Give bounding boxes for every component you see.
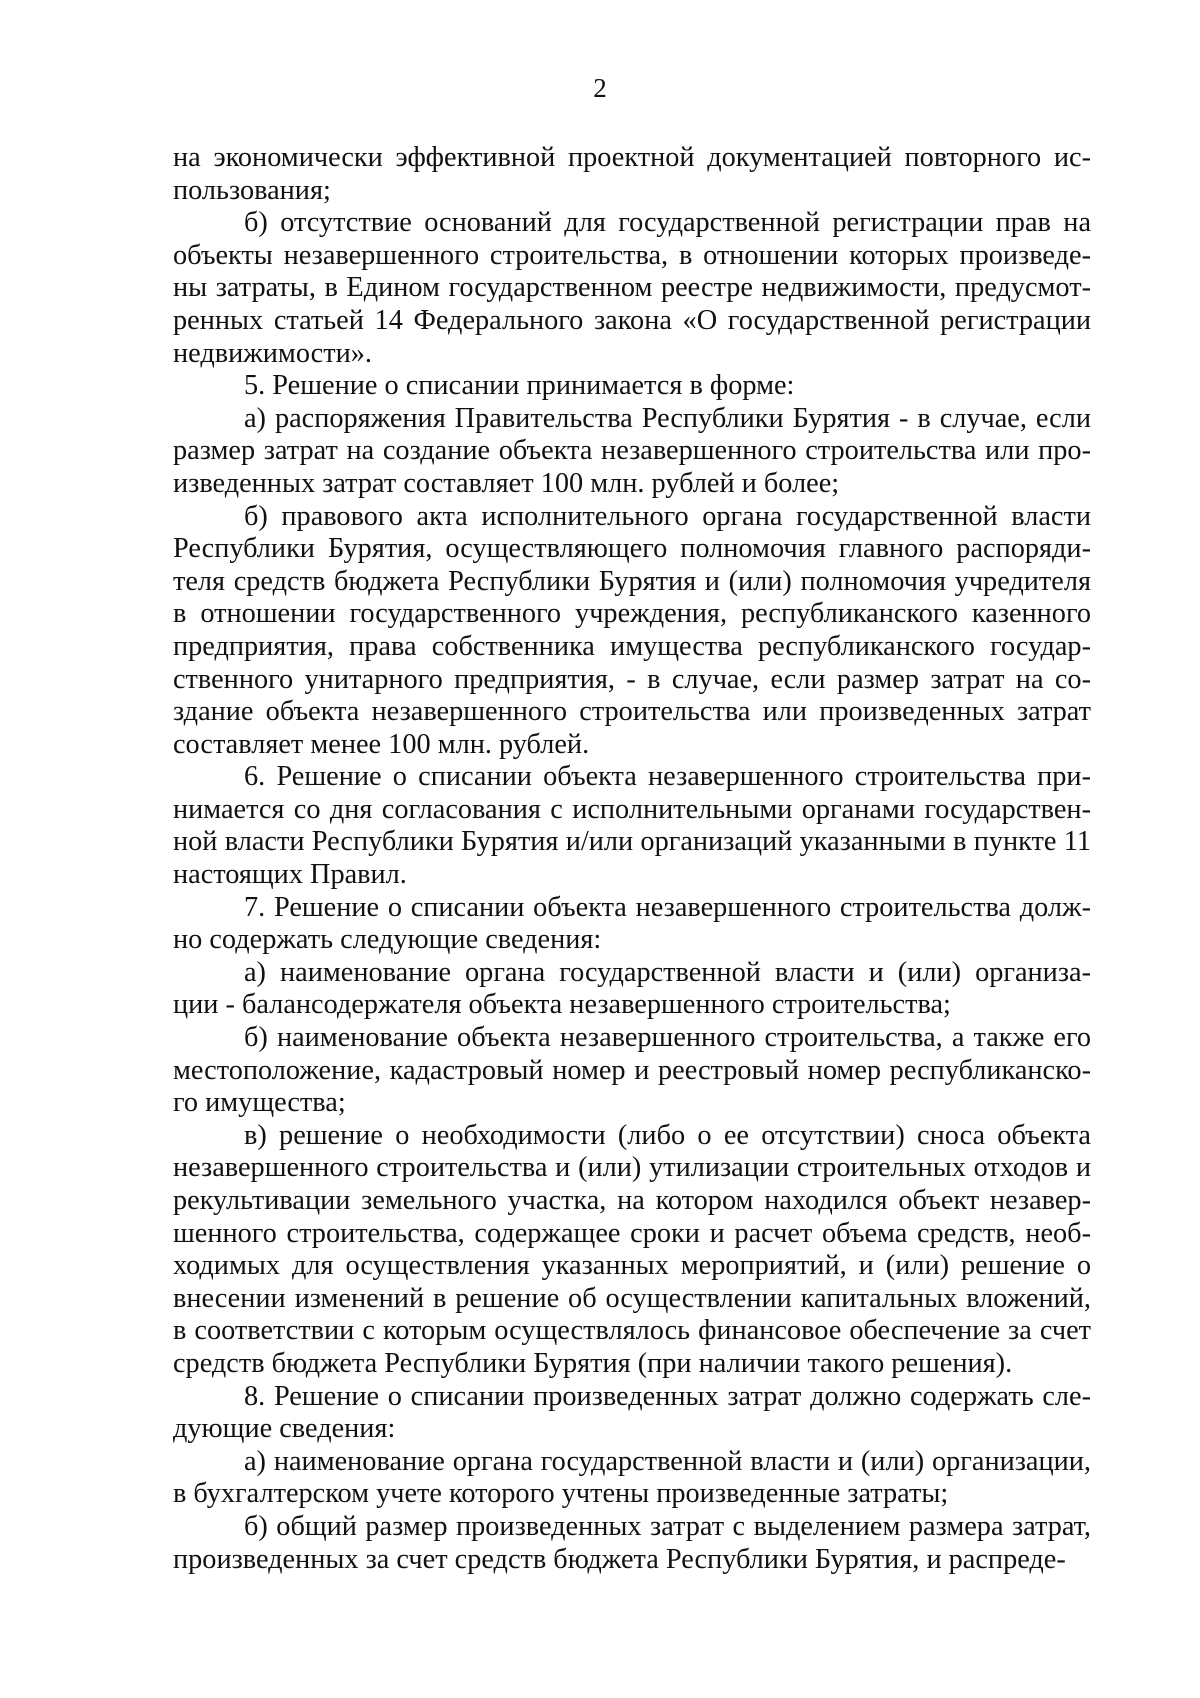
text-line: б) наименование объекта незавершенного строительства, а также его <box>244 1022 1091 1054</box>
text-line: внесении изменений в решение об осуществлении капитальных вложений, <box>173 1282 1091 1314</box>
text-line: ходимых для осуществления указанных мероприятий, и (или) решение о <box>173 1250 1091 1282</box>
text-line: го имущества; <box>173 1087 346 1119</box>
text-line: средств бюджета Республики Бурятия (при наличии такого решения). <box>173 1347 1013 1379</box>
text-line: изведенных затрат составляет 100 млн. рублей и более; <box>173 467 840 499</box>
text-line: объекты незавершенного строительства, в отношении которых произведе- <box>173 239 1091 271</box>
text-line: в отношении государственного учреждения, республиканского казенного <box>173 598 1091 630</box>
text-line: дующие сведения: <box>173 1413 396 1445</box>
page-number: 2 <box>593 73 607 103</box>
text-line: ны затраты, в Едином государственном реестре недвижимости, предусмот- <box>173 272 1091 304</box>
text-line: шенного строительства, содержащее сроки и расчет объема средств, необ- <box>173 1217 1091 1249</box>
text-line: ренных статьей 14 Федерального закона «О государственной регистрации <box>173 304 1091 336</box>
text-line: местоположение, кадастровый номер и реестровый номер республиканско- <box>173 1054 1091 1086</box>
text-line: 8. Решение о списании произведенных затрат должно содержать сле- <box>244 1380 1091 1412</box>
text-line: 6. Решение о списании объекта незавершенного строительства при- <box>244 761 1091 793</box>
text-line: произведенных за счет средств бюджета Республики Бурятия, и распреде- <box>173 1543 1066 1575</box>
text-line: в) решение о необходимости (либо о ее отсутствии) сноса объекта <box>244 1119 1091 1151</box>
text-line: а) распоряжения Правительства Республики Бурятия - в случае, если <box>244 402 1091 434</box>
paragraph <box>173 1446 1091 1511</box>
paragraph <box>173 1120 1091 1381</box>
text-line: предприятия, права собственника имущества республиканского государ- <box>173 630 1091 662</box>
paragraph <box>173 207 1091 370</box>
text-line: Республики Бурятия, осуществляющего полномочия главного распоряди- <box>173 533 1091 565</box>
paragraph <box>173 501 1091 762</box>
text-line: в бухгалтерском учете которого учтены произведенные затраты; <box>173 1478 949 1510</box>
text-line: размер затрат на создание объекта незавершенного строительства или про- <box>173 435 1091 467</box>
text-line: ственного унитарного предприятия, - в случае, если размер затрат на со- <box>173 663 1091 695</box>
text-line: рекультивации земельного участка, на котором находился объект незавер- <box>173 1185 1091 1216</box>
paragraph <box>173 403 1091 501</box>
paragraph <box>173 1511 1091 1576</box>
paragraph <box>173 370 1091 403</box>
text-line: 5. Решение о списании принимается в форме: <box>244 370 795 402</box>
paragraph <box>173 761 1091 891</box>
text-line: на экономически эффективной проектной документацией повторного ис- <box>173 142 1091 173</box>
text-line: б) отсутствие оснований для государственной регистрации прав на <box>244 207 1091 239</box>
text-line: а) наименование органа государственной власти и (или) организа- <box>244 956 1091 988</box>
paragraph <box>173 1022 1091 1120</box>
paragraph <box>173 1381 1091 1446</box>
document-body <box>173 142 1091 1576</box>
text-line: пользования; <box>173 174 331 206</box>
paragraph <box>173 957 1091 1022</box>
text-line: незавершенного строительства и (или) утилизации строительных отходов и <box>173 1152 1091 1184</box>
text-line: но содержать следующие сведения: <box>173 924 602 956</box>
text-line: недвижимости». <box>173 337 372 369</box>
text-line: ции - балансодержателя объекта незавершенного строительства; <box>173 989 951 1021</box>
text-line: нимается со дня согласования с исполнительными органами государствен- <box>173 793 1091 825</box>
text-line: а) наименование органа государственной власти и (или) организации, <box>244 1445 1091 1477</box>
text-line: б) общий размер произведенных затрат с выделением размера затрат, <box>244 1510 1091 1542</box>
text-line: здание объекта незавершенного строительства или произведенных затрат <box>173 696 1091 728</box>
paragraph <box>173 892 1091 957</box>
text-line: 7. Решение о списании объекта незавершенного строительства долж- <box>244 891 1091 923</box>
text-line: составляет менее 100 млн. рублей. <box>173 728 590 760</box>
text-line: ной власти Республики Бурятия и/или организаций указанными в пункте 11 <box>173 826 1091 858</box>
paragraph <box>173 142 1091 207</box>
text-line: в соответствии с которым осуществлялось финансовое обеспечение за счет <box>173 1315 1091 1347</box>
text-line: б) правового акта исполнительного органа государственной власти <box>244 500 1091 532</box>
text-line: теля средств бюджета Республики Бурятия и (или) полномочия учредителя <box>173 565 1091 597</box>
text-line: настоящих Правил. <box>173 859 407 891</box>
